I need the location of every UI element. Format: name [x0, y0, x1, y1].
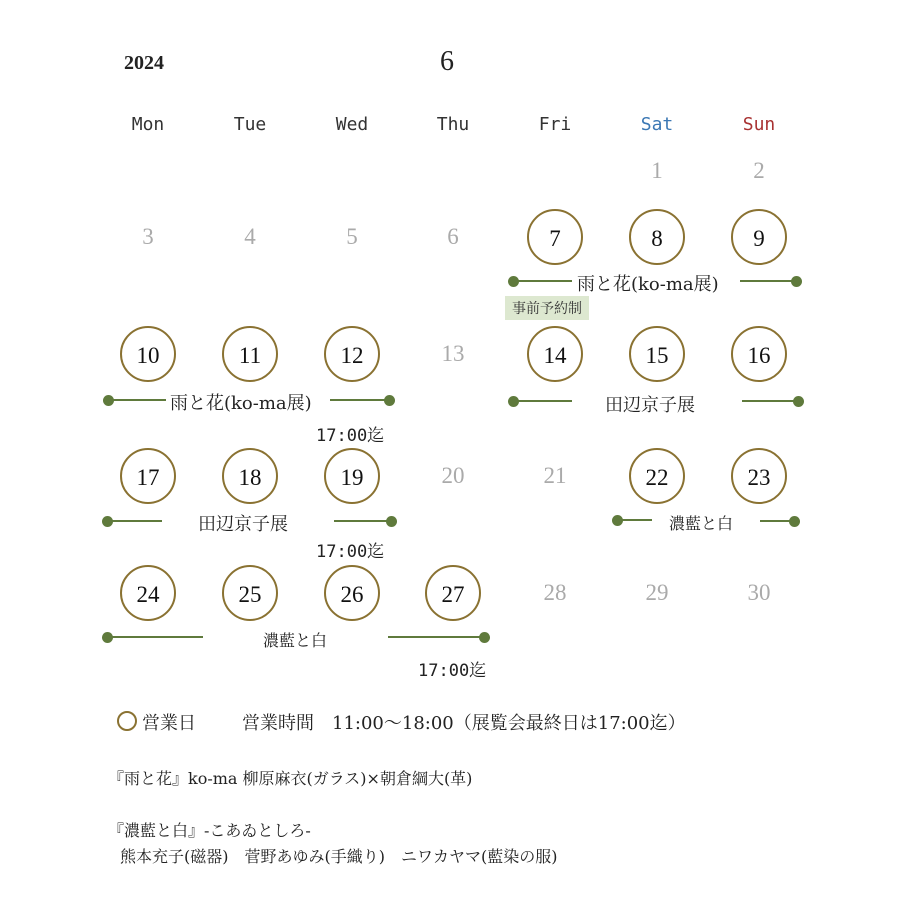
day-6: 6	[447, 224, 459, 249]
day-29: 29	[645, 580, 669, 605]
event-line	[334, 520, 390, 522]
day-25: 25	[222, 565, 278, 621]
weekday-mon: Mon	[131, 114, 165, 135]
day-7: 7	[527, 209, 583, 265]
weekday-tue: Tue	[233, 114, 267, 135]
reservation-badge: 事前予約制	[505, 296, 589, 320]
closing-time-note: 17:00迄	[316, 542, 385, 562]
day-3: 3	[142, 224, 154, 249]
weekday-sun: Sun	[742, 114, 776, 135]
event-line	[618, 519, 652, 521]
legend-open-day: 営業日	[142, 713, 196, 734]
day-16: 16	[731, 326, 787, 382]
event-line	[108, 636, 203, 638]
open-day-circle-icon	[117, 711, 137, 731]
event-line	[108, 399, 166, 401]
month-label: 6	[440, 46, 454, 77]
day-30: 30	[747, 580, 771, 605]
day-4: 4	[244, 224, 256, 249]
event-line	[740, 280, 796, 282]
day-9: 9	[731, 209, 787, 265]
event-label-tanabe: 田辺京子展	[198, 514, 288, 535]
day-14: 14	[527, 326, 583, 382]
day-21: 21	[543, 463, 567, 488]
weekday-sat: Sat	[640, 114, 674, 135]
event-end-dot	[386, 516, 397, 527]
year-label: 2024	[124, 52, 164, 74]
event-line	[108, 520, 162, 522]
day-20: 20	[441, 463, 465, 488]
day-19: 19	[324, 448, 380, 504]
event-label-tanabe: 田辺京子展	[605, 395, 695, 416]
info-amehana: 『雨と花』ko-ma 柳原麻衣(ガラス)×朝倉綱大(革)	[108, 769, 473, 788]
day-10: 10	[120, 326, 176, 382]
info-noai-title: 『濃藍と白』-こあゐとしろ-	[108, 821, 311, 840]
weekday-fri: Fri	[538, 114, 572, 135]
event-line	[742, 400, 798, 402]
event-line	[388, 636, 484, 638]
day-15: 15	[629, 326, 685, 382]
info-noai-artists: 熊本充子(磁器) 菅野あゆみ(手織り) ニワカヤマ(藍染の服)	[120, 847, 558, 866]
weekday-wed: Wed	[335, 114, 369, 135]
day-1: 1	[651, 158, 663, 183]
event-end-dot	[384, 395, 395, 406]
day-8: 8	[629, 209, 685, 265]
day-27: 27	[425, 565, 481, 621]
event-end-dot	[793, 396, 804, 407]
event-label-noai: 濃藍と白	[669, 514, 734, 533]
event-label-noai: 濃藍と白	[263, 631, 328, 650]
event-end-dot	[789, 516, 800, 527]
event-line	[514, 400, 572, 402]
day-2: 2	[753, 158, 765, 183]
event-end-dot	[791, 276, 802, 287]
day-13: 13	[441, 341, 465, 366]
day-17: 17	[120, 448, 176, 504]
day-24: 24	[120, 565, 176, 621]
event-line	[330, 399, 388, 401]
closing-time-note: 17:00迄	[316, 426, 385, 446]
event-label-amehana: 雨と花(ko-ma展)	[170, 393, 312, 414]
day-26: 26	[324, 565, 380, 621]
event-end-dot	[479, 632, 490, 643]
day-18: 18	[222, 448, 278, 504]
legend-hours: 営業時間 11:00～18:00（展覧会最終日は17:00迄）	[242, 713, 686, 734]
day-23: 23	[731, 448, 787, 504]
day-28: 28	[543, 580, 567, 605]
day-5: 5	[346, 224, 358, 249]
day-22: 22	[629, 448, 685, 504]
day-12: 12	[324, 326, 380, 382]
event-line	[514, 280, 572, 282]
weekday-thu: Thu	[436, 114, 470, 135]
closing-time-note: 17:00迄	[418, 661, 487, 681]
event-label-amehana: 雨と花(ko-ma展)	[577, 274, 719, 295]
day-11: 11	[222, 326, 278, 382]
